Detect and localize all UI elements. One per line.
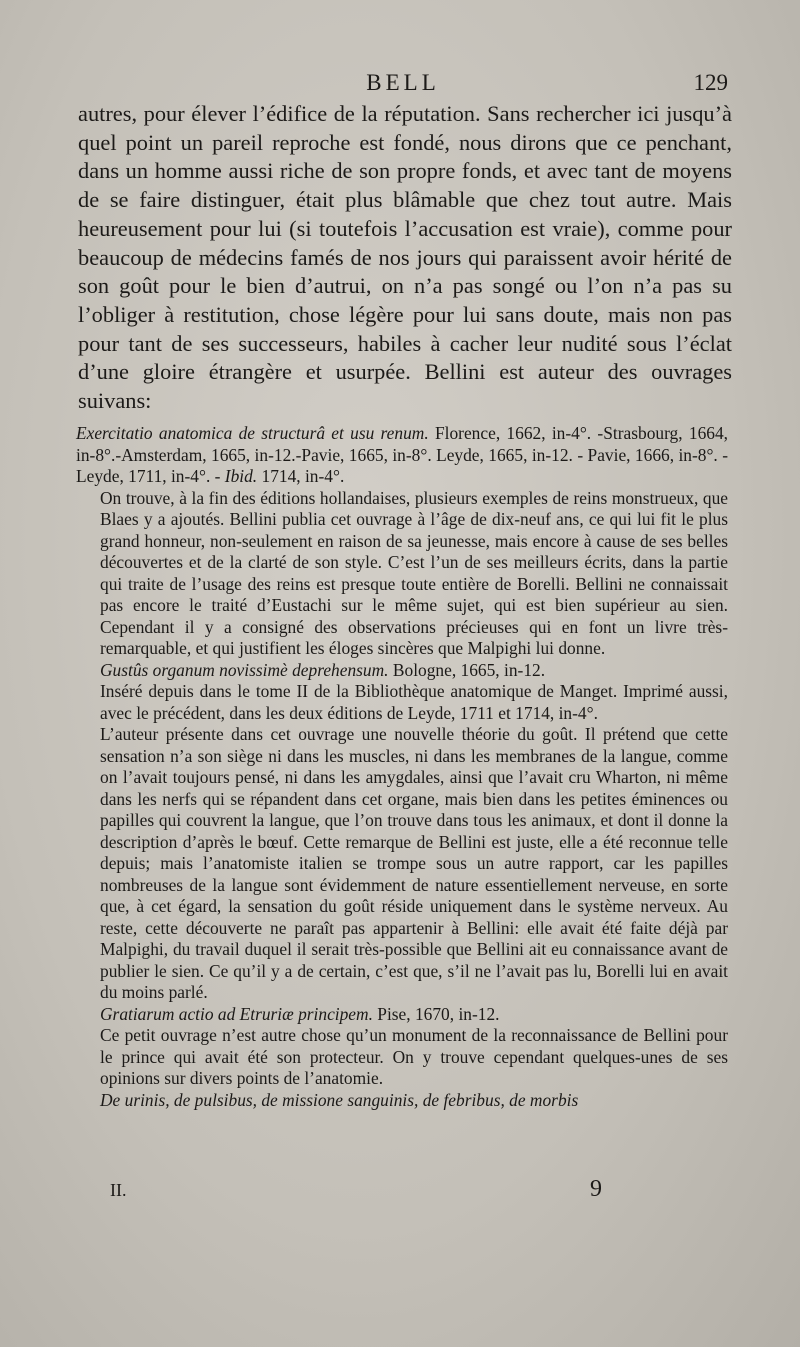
work-comment: On trouve, à la fin des éditions hollandaises, plusieurs exemples de reins monstrueux, que Blaes y a ajoutés. Bellini publia cet ouvrage à l’âge de dix-neuf ans, ce qui lui fit le plus grand honneur, non-seulement en raison de sa jeunesse, mais encore à cause de ses belles découvertes et de la clarté de son style. C’est l’un de ses meilleurs écrits, dans la partie qui traite de l’usage des reins est presque toute entière de Borelli. Bellini ne connaissait pas encore le traité d’Eustachi sur le même sujet, qui est bien supérieur au sien. Cependant il y a consigné des observations précieuses qui en font un livre très-remarquable, et qui justifient les éloges sincères que Malpighi lui donne.	[100, 487, 728, 658]
work-editions: 1714, in-4°.	[257, 466, 345, 486]
work-title: Exercitatio anatomica de structurâ et usu renum.	[76, 423, 429, 443]
running-title: BELL	[366, 70, 440, 95]
ibid-mark: Ibid.	[224, 466, 258, 486]
work-title: Gustûs organum novissimè deprehensum.	[100, 659, 389, 680]
bibliography-notes	[76, 423, 728, 1111]
work-comment: Ce petit ouvrage n’est autre chose qu’un monument de la reconnaissance de Bellini pour le prince qui avait été son protecteur. On y trouve cependant quelques-unes de ses opinions sur divers points de l’anatomie.	[100, 1025, 728, 1088]
work-comment: Inséré depuis dans le tome II de la Bibliothèque anatomique de Manget. Imprimé aussi, avec le précédent, dans les deux éditions de Leyde, 1711 et 1714, in-4°.	[100, 681, 728, 723]
work-editions: Florence, 1662, in-4°. -Strasbourg, 1664, in-8°.-Amsterdam, 1665, in-12.-Pavie, 1665, in-8°. Leyde, 1665, in-12. - Pavie, 1666, in-8°. - Leyde, 1711, in-4°. -	[76, 423, 728, 486]
work-comment: L’auteur présente dans cet ouvrage une nouvelle théorie du goût. Il prétend que cette sensation n’a son siège ni dans les muscles, ni dans les membranes de la langue, comme on l’avait toujours pensé, ni dans les amygdales, ainsi que l’avait cru Wharton, ni même dans les nerfs qui se répandent dans cet organe, mais bien dans les petites éminences ou papilles qui couvrent la langue, que l’on trouve dans tous les animaux, et dont il donne la description d’après le bœuf. Cette remarque de Bellini est juste, elle a été reconnue telle depuis; mais l’anatomiste italien se trompe sous un autre rapport, car les papilles nombreuses de la langue sont évidemment de nature essentiellement nerveuse, en sorte que, à cet égard, la sensation du goût réside uniquement dans le système nerveux. Au reste, cette découverte ne paraît pas appartenir à Bellini: elle avait été faite déjà par Malpighi, du travail duquel il serait très-possible que Bellini ait eu connaissance avant de publier le sien. Ce qu’il y a de certain, c’est que, s’il ne l’avait pas lu, Borelli lui en avait du moins parlé.	[100, 724, 728, 1002]
work-title: Gratiarum actio ad Etruriæ principem.	[100, 1003, 373, 1024]
main-text	[78, 100, 732, 416]
work-entry-1	[76, 423, 728, 488]
work-entry-2	[100, 660, 728, 682]
signature-mark: 9	[590, 1176, 602, 1202]
work-editions: Pise, 1670, in-12.	[372, 1003, 500, 1024]
page-header	[78, 70, 728, 104]
volume-number: II.	[110, 1180, 127, 1200]
page-footer	[110, 1176, 690, 1206]
work-editions: Bologne, 1665, in-12.	[388, 659, 546, 680]
body-paragraph: autres, pour élever l’édifice de la réputation. Sans rechercher ici jusqu’à quel point un pareil reproche est fondé, nous dirons que ce penchant, dans un homme aussi riche de son propre fonds, et avec tant de moyens de se faire distinguer, était plus blâmable que chez tout autre. Mais heureusement pour lui (si toutefois l’accusation est vraie), comme pour beaucoup de médecins famés de nos jours qui paraissent avoir hérité de son goût pour le bien d’autrui, on n’a pas songé ou l’on n’a pas su l’obliger à restitution, chose légère pour lui sans doute, mais non pas pour tant de ses successeurs, habiles à cacher leur nudité sous l’éclat d’une gloire étrangère et usurpée. Bellini est auteur des ouvrages suivans:	[78, 101, 732, 414]
page-number: 129	[693, 70, 728, 95]
work-title: De urinis, de pulsibus, de missione sanguinis, de febribus, de morbis	[100, 1089, 579, 1110]
work-entry-4	[100, 1090, 728, 1112]
work-entry-3	[100, 1004, 728, 1026]
